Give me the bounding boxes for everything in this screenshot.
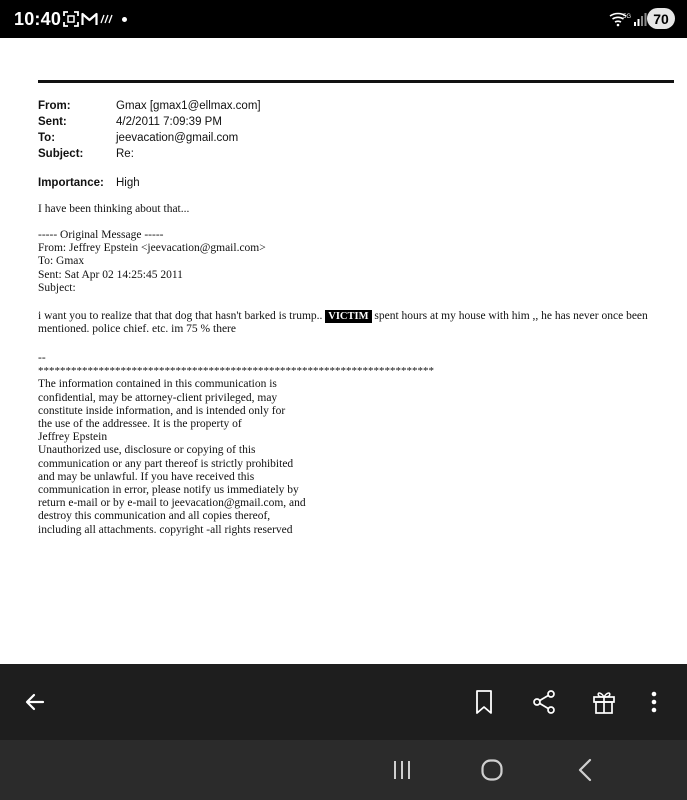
gift-icon — [592, 689, 616, 715]
sent-label: Sent: — [38, 116, 67, 128]
importance-label: Importance: — [38, 177, 104, 189]
original-subject: Subject: — [38, 281, 76, 294]
reply-text: I have been thinking about that... — [38, 203, 190, 215]
original-message-divider: ----- Original Message ----- — [38, 229, 164, 241]
from-label: From: — [38, 100, 71, 112]
from-value: Gmax [gmax1@ellmax.com] — [116, 100, 261, 112]
disclaimer-line: destroy this communication and all copies thereof, — [38, 510, 271, 523]
disclaimer-line: including all attachments. copyright -all rights reserved — [38, 523, 293, 536]
disclaimer-line: communication in error, please notify us immediately by — [38, 484, 299, 497]
message-text-end: spent hours at my house with him ,, he has never once been mentioned. police chief. etc. im 75 % there — [38, 310, 648, 336]
sent-row — [38, 114, 638, 130]
importance-value: High — [116, 177, 140, 189]
wifi-icon — [609, 10, 631, 28]
more-vertical-icon — [651, 691, 657, 713]
importance-row — [38, 175, 638, 191]
original-sent: Sent: Sat Apr 02 14:25:45 2011 — [38, 268, 183, 281]
disclaimer-line: the use of the addressee. It is the property of — [38, 418, 242, 431]
bookmark-icon — [474, 689, 494, 715]
signature-dashes: -- — [38, 352, 46, 364]
home-button[interactable] — [472, 752, 512, 788]
more-options-button[interactable] — [636, 684, 672, 720]
disclaimer-line: and may be unlawful. If you have received this — [38, 470, 255, 483]
status-bar — [0, 0, 687, 38]
disclaimer-stars: ************************************************************************ — [38, 365, 434, 378]
screenshot-icon — [62, 10, 80, 28]
disclaimer-line: confidential, may be attorney-client privileged, may — [38, 391, 278, 404]
redaction-label: VICTIM — [325, 310, 371, 323]
gmail-icon — [80, 10, 98, 28]
disclaimer-block — [38, 352, 678, 537]
status-time: 10:40 — [14, 9, 62, 29]
signal-icon — [633, 10, 647, 28]
back-arrow-button[interactable] — [17, 684, 53, 720]
disclaimer-line: return e-mail or by e-mail to jeevacation@gmail.com, and — [38, 497, 306, 510]
system-nav-bar — [0, 740, 687, 800]
original-message-body — [38, 310, 663, 336]
subject-row — [38, 146, 638, 162]
original-message-header — [38, 229, 678, 295]
disclaimer-line: The information contained in this communication is — [38, 378, 277, 391]
system-back-button[interactable] — [565, 752, 605, 788]
email-header — [38, 98, 638, 191]
disclaimer-line: communication or any part thereof is strictly prohibited — [38, 457, 294, 470]
disclaimer-line: Unauthorized use, disclosure or copying of this — [38, 444, 256, 457]
message-text-start: i want you to realize that that dog that hasn't barked is trump.. — [38, 310, 326, 322]
to-value: jeevacation@gmail.com — [116, 132, 239, 144]
back-icon — [577, 758, 593, 782]
to-label: To: — [38, 132, 56, 144]
bookmark-button[interactable] — [466, 684, 502, 720]
subject-label: Subject: — [38, 148, 84, 160]
viewer-toolbar — [0, 664, 687, 740]
email-document — [0, 38, 687, 664]
original-from: From: Jeffrey Epstein <jeevacation@gmail.com> — [38, 242, 266, 255]
disclaimer-line: Jeffrey Epstein — [38, 431, 108, 444]
recents-button[interactable] — [382, 752, 422, 788]
share-button[interactable] — [526, 684, 562, 720]
recents-icon — [391, 759, 413, 781]
share-icon — [531, 689, 557, 715]
to-row — [38, 130, 638, 146]
subject-value: Re: — [116, 148, 134, 160]
header-rule — [38, 80, 674, 83]
home-icon — [480, 758, 504, 782]
from-row — [38, 98, 638, 114]
dot-icon — [122, 17, 127, 22]
sent-value: 4/2/2011 7:09:39 PM — [116, 116, 222, 128]
gift-button[interactable] — [586, 684, 622, 720]
data-icon — [99, 10, 115, 28]
disclaimer-line: constitute inside information, and is intended only for — [38, 404, 286, 417]
back-arrow-icon — [23, 690, 47, 714]
original-to: To: Gmax — [38, 255, 85, 268]
network-label: 5G — [623, 14, 631, 20]
battery-icon: 70 — [647, 8, 675, 29]
